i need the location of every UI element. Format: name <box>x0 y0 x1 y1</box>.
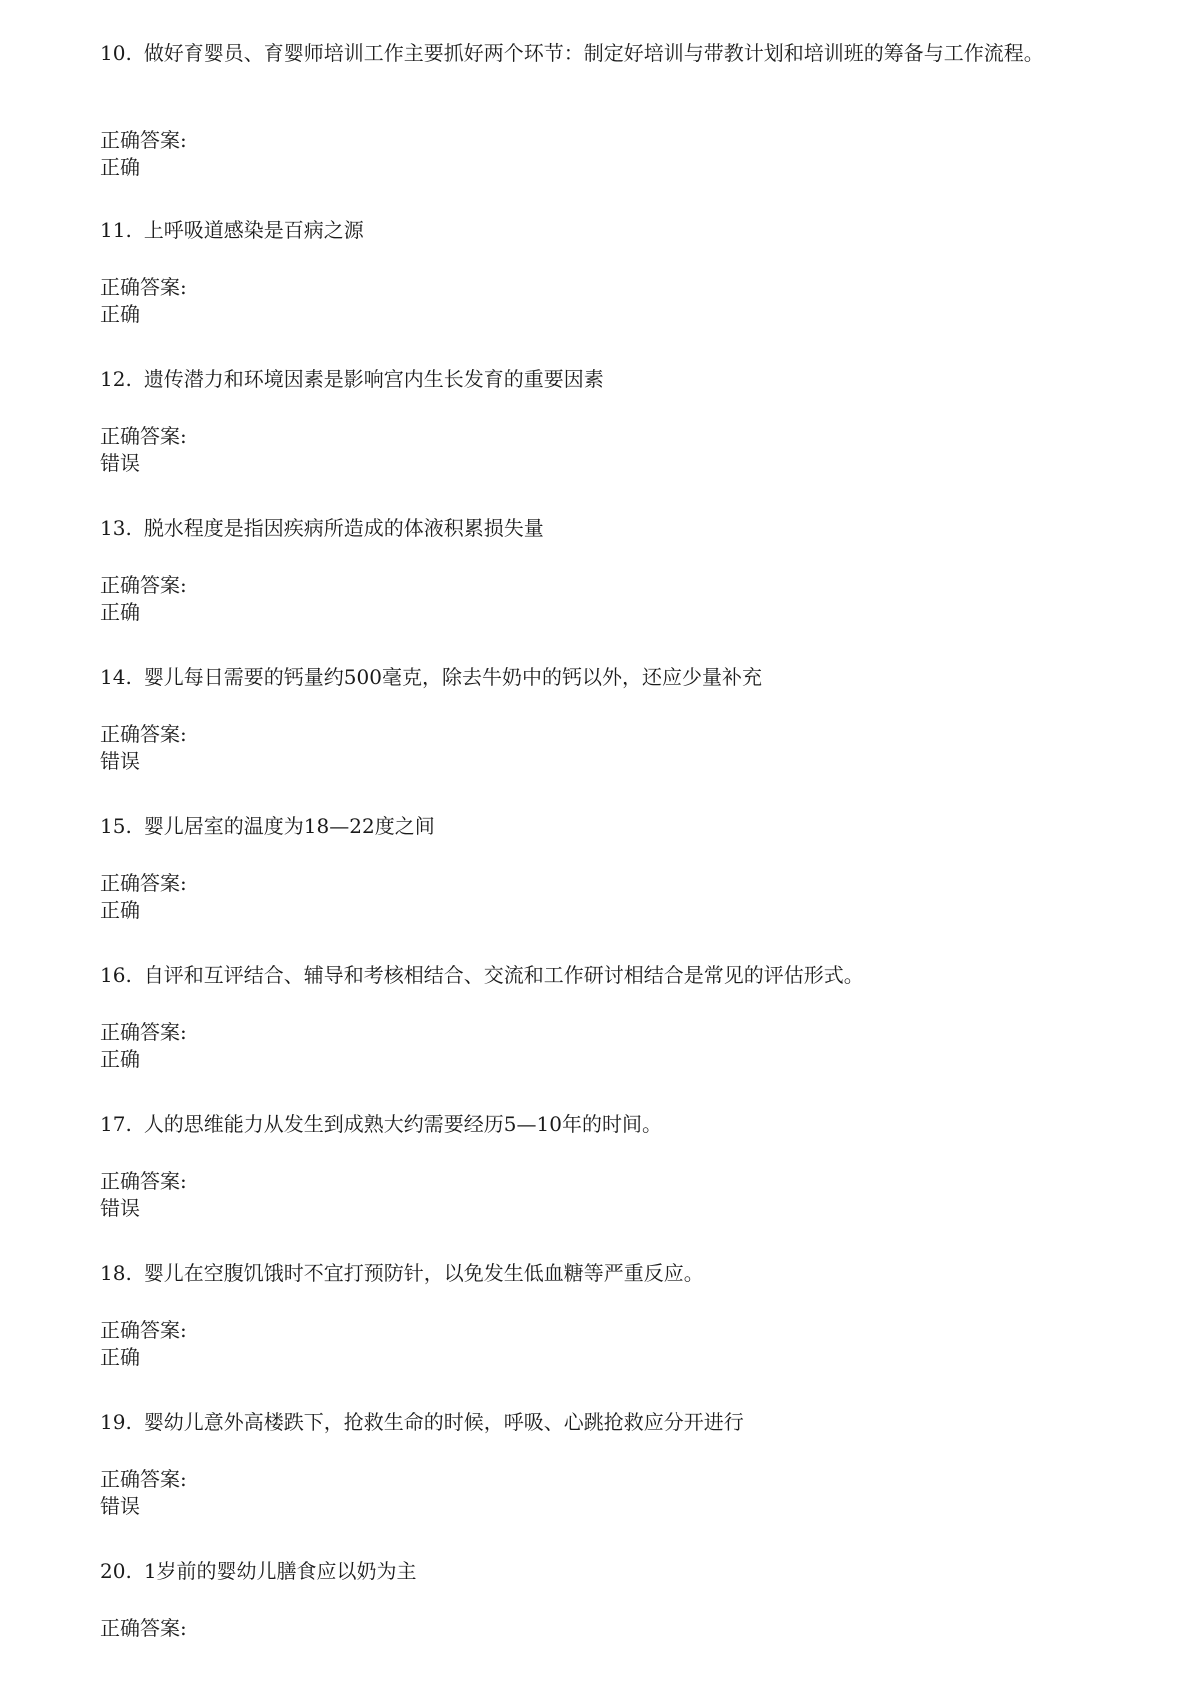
question-body: 1岁前的婴幼儿膳食应以奶为主 <box>143 1559 417 1583</box>
answer-label: 正确答案: <box>100 573 187 597</box>
question-body: 婴儿每日需要的钙量约500毫克，除去牛奶中的钙以外，还应少量补充 <box>143 665 762 689</box>
question-number: 10. <box>100 41 132 65</box>
question-body: 遗传潜力和环境因素是影响宫内生长发育的重要因素 <box>143 367 604 391</box>
answer-label: 正确答案: <box>100 275 187 299</box>
answer-value: 错误 <box>100 749 140 773</box>
question-item <box>100 1109 1090 1220</box>
answer-value: 错误 <box>100 1494 140 1518</box>
question-item <box>100 1258 1090 1369</box>
question-number: 17. <box>100 1112 132 1136</box>
answer-value: 正确 <box>100 1047 140 1071</box>
question-number: 16. <box>100 963 132 987</box>
answer-label: 正确答案: <box>100 1169 187 1193</box>
answer-value: 正确 <box>100 600 140 624</box>
question-item <box>100 811 1090 922</box>
answer-value: 正确 <box>100 1345 140 1369</box>
question-number: 15. <box>100 814 132 838</box>
question-item <box>100 364 1090 475</box>
question-body: 上呼吸道感染是百病之源 <box>143 218 364 242</box>
question-text <box>100 215 1090 245</box>
question-text <box>100 364 1090 394</box>
question-text <box>100 662 1090 692</box>
answer-label: 正确答案: <box>100 1020 187 1044</box>
question-number: 19. <box>100 1410 132 1434</box>
question-text <box>100 1556 1090 1586</box>
question-number: 12. <box>100 367 132 391</box>
answer-value: 正确 <box>100 155 140 179</box>
answer-label: 正确答案: <box>100 1318 187 1342</box>
question-body: 婴幼儿意外高楼跌下，抢救生命的时候，呼吸、心跳抢救应分开进行 <box>143 1410 744 1434</box>
question-item <box>100 1556 1090 1640</box>
question-body: 脱水程度是指因疾病所造成的体液积累损失量 <box>143 516 544 540</box>
question-body: 婴儿居室的温度为18—22度之间 <box>143 814 435 838</box>
question-item <box>100 513 1090 624</box>
answer-value: 错误 <box>100 1196 140 1220</box>
answer-label: 正确答案: <box>100 128 187 152</box>
answer-value: 正确 <box>100 898 140 922</box>
question-body: 做好育婴员、育婴师培训工作主要抓好两个环节：制定好培训与带教计划和培训班的筹备与工作流程。 <box>143 41 1044 65</box>
question-body: 自评和互评结合、辅导和考核相结合、交流和工作研讨相结合是常见的评估形式。 <box>143 963 864 987</box>
question-item <box>100 1407 1090 1518</box>
question-number: 18. <box>100 1261 132 1285</box>
question-number: 20. <box>100 1559 132 1583</box>
question-text <box>100 513 1090 543</box>
question-body: 婴儿在空腹饥饿时不宜打预防针，以免发生低血糖等严重反应。 <box>143 1261 704 1285</box>
question-item <box>100 38 1090 179</box>
question-number: 11. <box>100 218 132 242</box>
question-text <box>100 1407 1090 1437</box>
answer-value: 错误 <box>100 451 140 475</box>
question-text <box>100 811 1090 841</box>
answer-label: 正确答案: <box>100 722 187 746</box>
question-item <box>100 662 1090 773</box>
question-text <box>100 1258 1090 1288</box>
question-body: 人的思维能力从发生到成熟大约需要经历5—10年的时间。 <box>143 1112 662 1136</box>
question-number: 13. <box>100 516 132 540</box>
question-item <box>100 215 1090 326</box>
answer-label: 正确答案: <box>100 424 187 448</box>
answer-label: 正确答案: <box>100 1467 187 1491</box>
question-number: 14. <box>100 665 132 689</box>
question-item <box>100 960 1090 1071</box>
answer-label: 正确答案: <box>100 1616 187 1640</box>
answer-value: 正确 <box>100 302 140 326</box>
question-text <box>100 38 1090 68</box>
question-text <box>100 1109 1090 1139</box>
answer-label: 正确答案: <box>100 871 187 895</box>
question-text <box>100 960 1090 990</box>
